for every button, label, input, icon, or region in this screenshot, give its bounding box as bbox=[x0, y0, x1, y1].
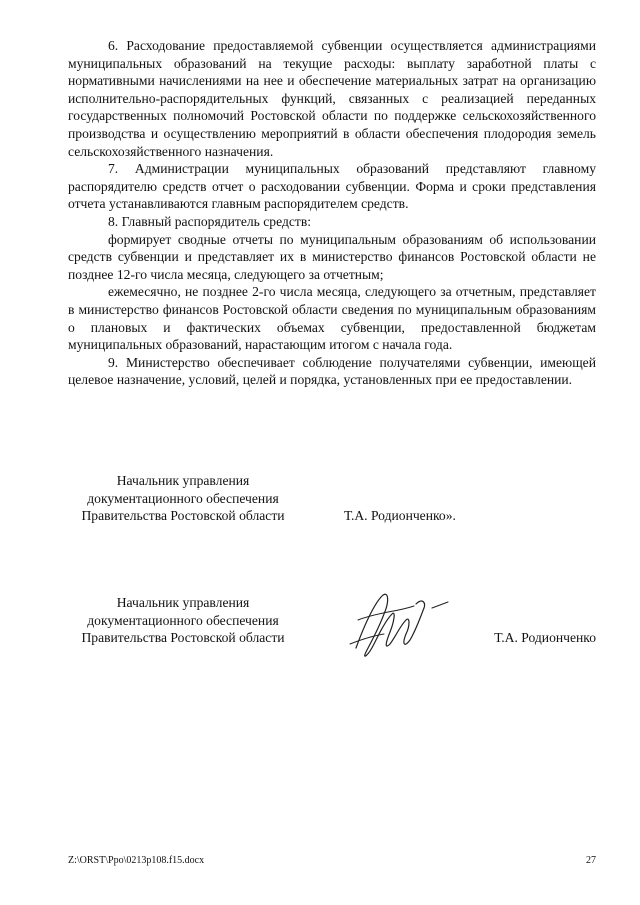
signer-title bbox=[68, 594, 298, 647]
signature-block-1 bbox=[68, 472, 596, 525]
document-body bbox=[68, 37, 596, 389]
paragraph-8-item-1: формирует сводные отчеты по муниципальным образованиям об использовании средств субвенции и представляет их в министерство финансов Ростовской области не позднее 12-го числа месяца, следующего за отчетным; bbox=[68, 231, 596, 282]
paragraph-6: 6. Расходование предоставляемой субвенции осуществляется администрациями муниципальных образований на текущие расходы: выплату заработной платы с нормативными начислениями на нее и обеспечение материальных затрат на организацию исполнительно-распорядительных функций, связанных с реализацией переданных государственных полномочий Ростовской области по поддержке сельскохозяйственного производства и осуществлению мероприятий в области обеспечения плодородия земель сельскохозяйственного назначения. bbox=[68, 38, 596, 159]
signer-name: Т.А. Родионченко bbox=[494, 630, 596, 645]
signer-title-line: Правительства Ростовской области bbox=[81, 508, 285, 524]
signer-title-line: документационного обеспечения bbox=[87, 490, 279, 506]
signer-name: Т.А. Родионченко». bbox=[344, 508, 456, 523]
signer-title-line: документационного обеспечения bbox=[87, 612, 279, 628]
file-path: Z:\ORST\Ppo\0213p108.f15.docx bbox=[68, 855, 205, 866]
signer-title-line: Начальник управления bbox=[116, 473, 250, 488]
paragraph-9: 9. Министерство обеспечивает соблюдение получателями субвенции, имеющей целевое назначение, условий, целей и порядка, установленных при ее предоставлении. bbox=[68, 354, 596, 388]
paragraph-8-item-2: ежемесячно, не позднее 2-го числа месяца, следующего за отчетным, представляет в министерство финансов Ростовской области сведения по муниципальным образованиям о плановых и фактических объемах субвенции, предоставленной бюджетам муниципальных образований, нарастающим итогом с начала года. bbox=[68, 284, 596, 353]
signature-block-2 bbox=[68, 594, 596, 647]
paragraph-7: 7. Администрации муниципальных образований представляют главному распорядителю средств отчет о расходовании субвенции. Форма и сроки представления отчета устанавливаются главным распорядителем средств. bbox=[68, 161, 596, 212]
signer-title bbox=[68, 472, 298, 525]
page-number: 27 bbox=[586, 855, 596, 866]
signer-title-line: Правительства Ростовской области bbox=[81, 630, 285, 646]
signer-title-line: Начальник управления bbox=[116, 595, 250, 610]
handwritten-signature-icon bbox=[344, 586, 454, 666]
paragraph-8: 8. Главный распорядитель средств: bbox=[108, 213, 312, 229]
